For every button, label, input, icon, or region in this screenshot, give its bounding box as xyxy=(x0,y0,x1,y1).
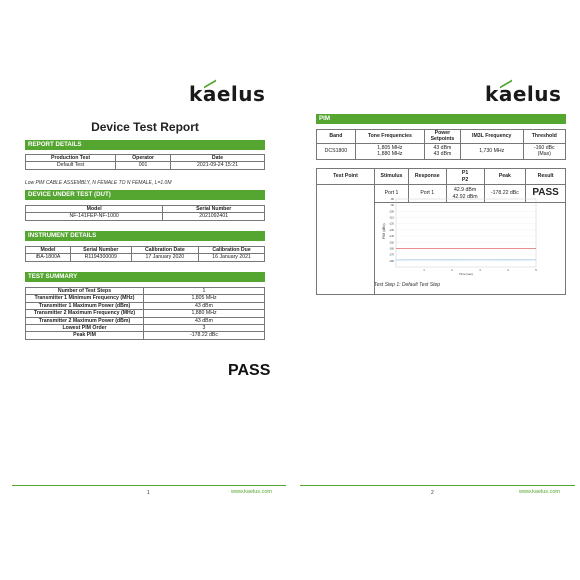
col-result: Result xyxy=(526,169,566,185)
col-model: Model xyxy=(26,247,71,254)
summary-value: -178.22 dBc xyxy=(144,332,265,339)
table-row xyxy=(26,295,265,302)
pim-heading: PIM xyxy=(316,114,566,124)
table-row xyxy=(26,162,265,169)
col-operator: Operator xyxy=(116,155,171,162)
table-row xyxy=(26,288,265,295)
summary-value: 1,805 MHz xyxy=(144,295,265,302)
x-tick-label: 4 xyxy=(507,268,509,272)
band-value: DCS1800 xyxy=(317,143,356,159)
col-serial-number: Serial Number xyxy=(70,247,131,254)
calibration-date-value: 17 January 2020 xyxy=(131,254,199,261)
footer-divider xyxy=(12,485,286,486)
page-number: 2 xyxy=(431,490,434,496)
col-calibration-date: Calibration Date xyxy=(131,247,199,254)
col-im3l-frequency: IM3L Frequency xyxy=(460,130,523,144)
x-axis-ticks xyxy=(423,268,537,272)
y-tick-label: -140 xyxy=(388,235,394,239)
x-axis-label: Time (sec) xyxy=(458,272,474,276)
dut-serial-value: 2021092401 xyxy=(163,213,265,220)
summary-label: Peak PIM xyxy=(26,332,144,339)
col-p1-p2: P1 P2 xyxy=(446,169,484,185)
table-row xyxy=(26,317,265,324)
y-tick-label: -100 xyxy=(388,210,394,214)
summary-value: 1,880 MHz xyxy=(144,310,265,317)
instrument-table xyxy=(25,246,265,262)
col-serial-number: Serial Number xyxy=(163,206,265,213)
test-summary-heading: TEST SUMMARY xyxy=(25,272,265,282)
website-link[interactable]: www.kaelus.com xyxy=(231,489,272,495)
test-summary-table xyxy=(25,287,265,340)
x-tick-label: 5 xyxy=(535,268,537,272)
dut-table xyxy=(25,205,265,221)
summary-value: 1 xyxy=(144,288,265,295)
plot-frame xyxy=(396,199,536,267)
x-tick-label: 3 xyxy=(479,268,481,272)
col-tone-frequencies: Tone Frequencies xyxy=(355,130,424,144)
instrument-serial-value: R1194300009 xyxy=(70,254,131,261)
threshold-value: -160 dBc (Max) xyxy=(523,143,565,159)
pim-settings-table xyxy=(316,129,566,160)
col-calibration-due: Calibration Due xyxy=(199,247,265,254)
chart-grid xyxy=(396,199,536,267)
power-setpoints-value: 43 dBm 43 dBm xyxy=(424,143,460,159)
p1-p2-value: 42.9 dBm 42.92 dBm xyxy=(446,185,484,203)
overall-result: PASS xyxy=(228,362,271,379)
y-tick-label: -90 xyxy=(390,204,394,208)
table-row xyxy=(26,213,265,220)
summary-label: Transmitter 1 Minimum Frequency (MHz) xyxy=(26,295,144,302)
y-tick-label: -180 xyxy=(388,259,394,263)
summary-value: 43 dBm xyxy=(144,317,265,324)
footer-divider xyxy=(300,485,575,486)
im3l-frequency-value: 1,730 MHz xyxy=(460,143,523,159)
pim-chart xyxy=(380,196,545,278)
y-tick-label: -150 xyxy=(388,241,394,245)
table-row xyxy=(317,143,566,159)
page-number: 1 xyxy=(147,490,150,496)
calibration-due-value: 16 January 2021 xyxy=(199,254,265,261)
instrument-model-value: iBA-1800A xyxy=(26,254,71,261)
summary-label: Transmitter 2 Maximum Frequency (MHz) xyxy=(26,310,144,317)
result-value: PASS xyxy=(526,185,566,203)
summary-value: 3 xyxy=(144,325,265,332)
summary-label: Transmitter 1 Maximum Power (dBm) xyxy=(26,302,144,309)
production-test-value: Default Test xyxy=(26,162,116,169)
y-tick-label: -130 xyxy=(388,228,394,232)
date-value: 2021-09-24 15:21 xyxy=(171,162,265,169)
dut-model-value: NF-141FEP-NF-1000 xyxy=(26,213,163,220)
y-tick-label: -80 xyxy=(390,198,394,201)
report-details-table xyxy=(25,154,265,170)
stimulus-value: Port 1 xyxy=(375,185,409,203)
summary-label: Number of Test Steps xyxy=(26,288,144,295)
y-axis-label: PIM (dBc) xyxy=(382,223,386,239)
x-tick-label: 2 xyxy=(451,268,453,272)
chart-caption: Test Step 1: Default Test Step xyxy=(374,282,441,288)
col-peak: Peak xyxy=(484,169,526,185)
col-response: Response xyxy=(408,169,446,185)
page-title: Device Test Report xyxy=(91,120,199,134)
table-row xyxy=(26,302,265,309)
tone-frequencies-value: 1,805 MHz 1,880 MHz xyxy=(355,143,424,159)
y-tick-label: -110 xyxy=(389,216,394,220)
website-link[interactable]: www.kaelus.com xyxy=(519,489,560,495)
report-details-heading: REPORT DETAILS xyxy=(25,140,265,150)
table-row xyxy=(26,254,265,261)
col-stimulus: Stimulus xyxy=(375,169,409,185)
instrument-heading: INSTRUMENT DETAILS xyxy=(25,231,265,241)
x-tick-label: 1 xyxy=(423,268,425,272)
col-band: Band xyxy=(317,130,356,144)
col-test-point: Test Point xyxy=(317,169,375,185)
y-axis-ticks xyxy=(389,197,395,263)
col-date: Date xyxy=(171,155,265,162)
y-tick-label: -160 xyxy=(388,247,394,251)
y-tick-label: -170 xyxy=(388,253,394,257)
summary-label: Lowest PIM Order xyxy=(26,325,144,332)
summary-value: 43 dBm xyxy=(144,302,265,309)
dut-description: Low PIM CABLE ASSEMBLY, N FEMALE TO N FEMALE, L=1.0M xyxy=(25,180,172,186)
kaelus-logo: k aelus xyxy=(485,82,561,106)
y-tick-label: -120 xyxy=(388,222,394,226)
col-model: Model xyxy=(26,206,163,213)
test-point-cell xyxy=(317,185,375,295)
table-row xyxy=(26,325,265,332)
table-row xyxy=(26,310,265,317)
dut-heading: DEVICE UNDER TEST (DUT) xyxy=(25,190,265,200)
operator-value: 001 xyxy=(116,162,171,169)
report-page-2 xyxy=(290,0,580,580)
col-power-setpoints: Power Setpoints xyxy=(424,130,460,144)
peak-value: -178.22 dBc xyxy=(484,185,526,203)
col-threshold: Threshold xyxy=(523,130,565,144)
kaelus-logo: k aelus xyxy=(189,82,265,106)
summary-label: Transmitter 2 Maximum Power (dBm) xyxy=(26,317,144,324)
col-production-test: Production Test xyxy=(26,155,116,162)
table-row xyxy=(26,332,265,339)
response-value: Port 1 xyxy=(408,185,446,203)
